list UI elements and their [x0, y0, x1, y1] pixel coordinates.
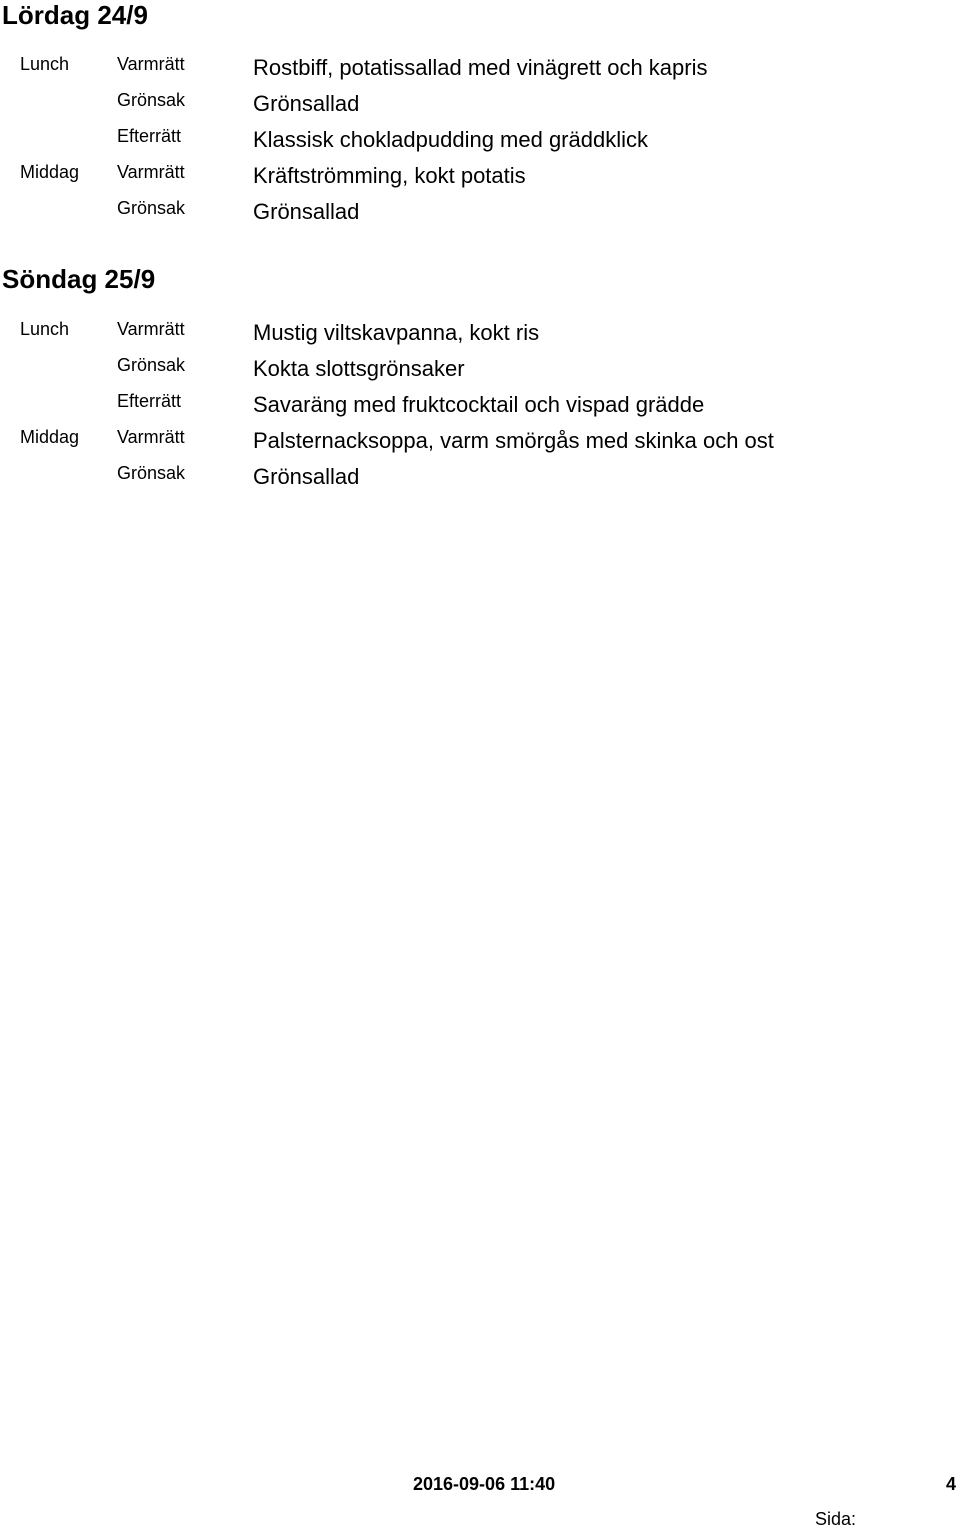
course-label: Efterrätt [117, 126, 182, 146]
meal-label: Middag [20, 427, 80, 447]
course-label: Varmrätt [117, 162, 185, 182]
course-label: Varmrätt [117, 427, 185, 447]
page-number: 4 [946, 1474, 957, 1494]
dish-name: Rostbiff, potatissallad med vinägrett och kapris [253, 55, 708, 80]
menu-row [0, 426, 960, 462]
menu-row [0, 53, 960, 89]
dish-name: Grönsallad [253, 464, 360, 489]
menu-row [0, 354, 960, 390]
course-label: Efterrätt [117, 391, 182, 411]
dish-name: Savaräng med fruktcocktail och vispad grädde [253, 392, 705, 417]
course-label: Grönsak [117, 463, 186, 483]
meal-label: Middag [20, 162, 80, 182]
dish-name: Grönsallad [253, 91, 360, 116]
menu-row [0, 197, 960, 233]
menu-row [0, 462, 960, 498]
menu-row [0, 89, 960, 125]
menu-row [0, 161, 960, 197]
print-timestamp: 2016-09-06 11:40 [413, 1474, 556, 1494]
dish-name: Mustig viltskavpanna, kokt ris [253, 320, 540, 345]
day-heading: Lördag 24/9 [2, 0, 148, 30]
menu-row [0, 390, 960, 426]
day-heading: Söndag 25/9 [2, 264, 156, 294]
course-label: Grönsak [117, 90, 186, 110]
menu-row [0, 125, 960, 161]
dish-name: Kokta slottsgrönsaker [253, 356, 465, 381]
menu-row [0, 318, 960, 354]
dish-name: Kräftströmming, kokt potatis [253, 163, 526, 188]
course-label: Varmrätt [117, 319, 185, 339]
page-label: Sida: [815, 1509, 857, 1529]
course-label: Grönsak [117, 198, 186, 218]
course-label: Varmrätt [117, 54, 185, 74]
dish-name: Palsternacksoppa, varm smörgås med skinka och ost [253, 428, 774, 453]
dish-name: Klassisk chokladpudding med gräddklick [253, 127, 648, 152]
meal-label: Lunch [20, 54, 70, 74]
meal-label: Lunch [20, 319, 70, 339]
course-label: Grönsak [117, 355, 186, 375]
dish-name: Grönsallad [253, 199, 360, 224]
